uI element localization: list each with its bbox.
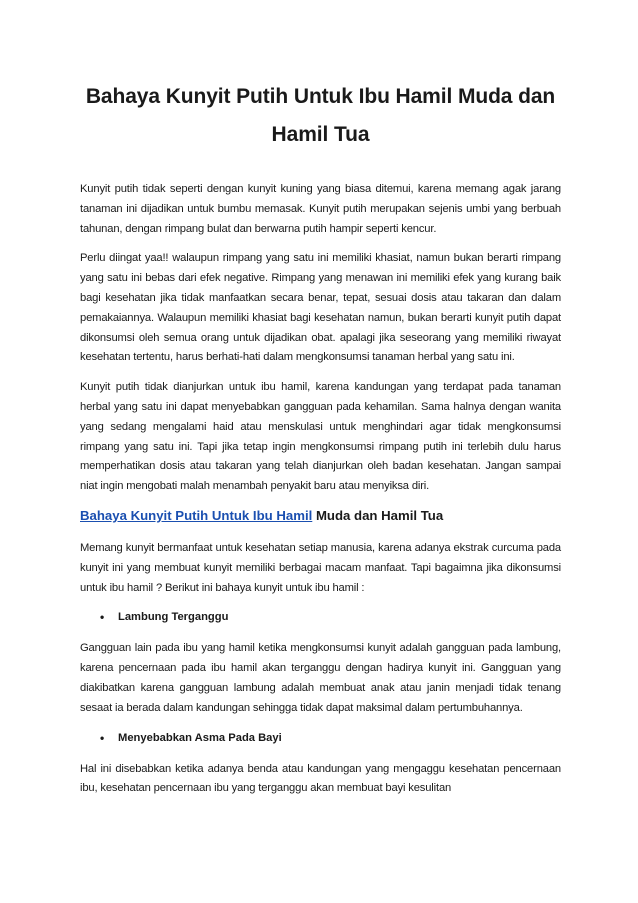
bullet-icon: • <box>100 610 105 625</box>
section-heading <box>80 507 561 525</box>
bullet-paragraph-lambung: Gangguan lain pada ibu yang hamil ketika mengkonsumsi kunyit adalah gangguan pada lambung, karena pencernaan pada ibu hamil akan terganggu dengan hadirya kunyit ini. Gangguan yang diakibatkan karena gangguan lambung adalah membuat anak atau janin menjadi tidak tenang sesaat ia berada dalam kandungan sehingga tidak dapat maksimal dalam pertumbuhannya. <box>80 642 561 714</box>
bullet-paragraph-asma: Hal ini disebabkan ketika adanya benda atau kandungan yang mengaggu kesehatan pencernaan ibu, kesehatan pencernaan ibu yang terganggu akan membuat bayi kesulitan <box>80 762 561 795</box>
bullet-icon: • <box>100 730 105 745</box>
intro-paragraph-3: Kunyit putih tidak dianjurkan untuk ibu hamil, karena kandungan yang terdapat pada tanaman herbal yang satu ini dapat menyebabkan gangguan pada kehamilan. Sama halnya dengan wanita yang sedang mengalami haid atau menskulasi untuk menghindari agar tidak mengkonsumsi rimpang yang satu ini. Tapi jika tetap ingin mengkonsumsi rimpang putih ini terlebih dulu harus memperhatikan dosis atau takaran yang telah dianjurkan oleh badan kesehatan. Jangan sampai niat ingin mengobati malah menambah penyakit baru atau menyiksa diri. <box>80 381 561 493</box>
bullet-heading: Menyebabkan Asma Pada Bayi <box>118 731 282 744</box>
bullet-item-lambung <box>100 608 561 627</box>
document-page <box>80 78 561 809</box>
section-heading-link[interactable]: Bahaya Kunyit Putih Untuk Ibu Hamil <box>80 507 313 523</box>
section-intro-paragraph: Memang kunyit bermanfaat untuk kesehatan setiap manusia, karena adanya ekstrak curcuma pada kunyit ini yang membuat kunyit memiliki berbagai macam manfaat. Tapi bagaimna jika dikonsumsi untuk ibu hamil ? Berikut ini bahaya kunyit untuk ibu hamil : <box>80 541 561 594</box>
section-heading-rest: Muda dan Hamil Tua <box>312 507 444 523</box>
intro-paragraph-1: Kunyit putih tidak seperti dengan kunyit kuning yang biasa ditemui, karena memang agak jarang tanaman ini dijadikan untuk bumbu memasak. Kunyit putih merupakan sejenis umbi yang berbuah tahunan, dengan rimpang bulat dan berwarna putih hampir seperti kencur. <box>80 183 561 235</box>
bullet-heading: Lambung Terganggu <box>118 611 229 624</box>
document-title: Bahaya Kunyit Putih Untuk Ibu Hamil Muda dan Hamil Tua <box>85 85 556 146</box>
intro-paragraph-2: Perlu diingat yaa!! walaupun rimpang yang satu ini memiliki khasiat, namun bukan berarti rimpang yang satu ini bebas dari efek negative. Rimpang yang menawan ini memiliki efek yang kurang baik bagi kesehatan jika tidak manfaatkan secara benar, tepat, sesuai dosis atau takaran dan dalam pemakaiannya. Walaupun memiliki khasiat bagi kesehatan namun, bukan berarti kunyit putih dapat dikonsumsi oleh semua orang untuk dijadikan obat. apalagi jika seseorang yang memiliki riwayat kesehatan tertentu, harus berhati-hati dalam mengkonsumsi tanaman herbal yang satu ini. <box>80 252 561 364</box>
bullet-item-asma <box>100 729 561 748</box>
